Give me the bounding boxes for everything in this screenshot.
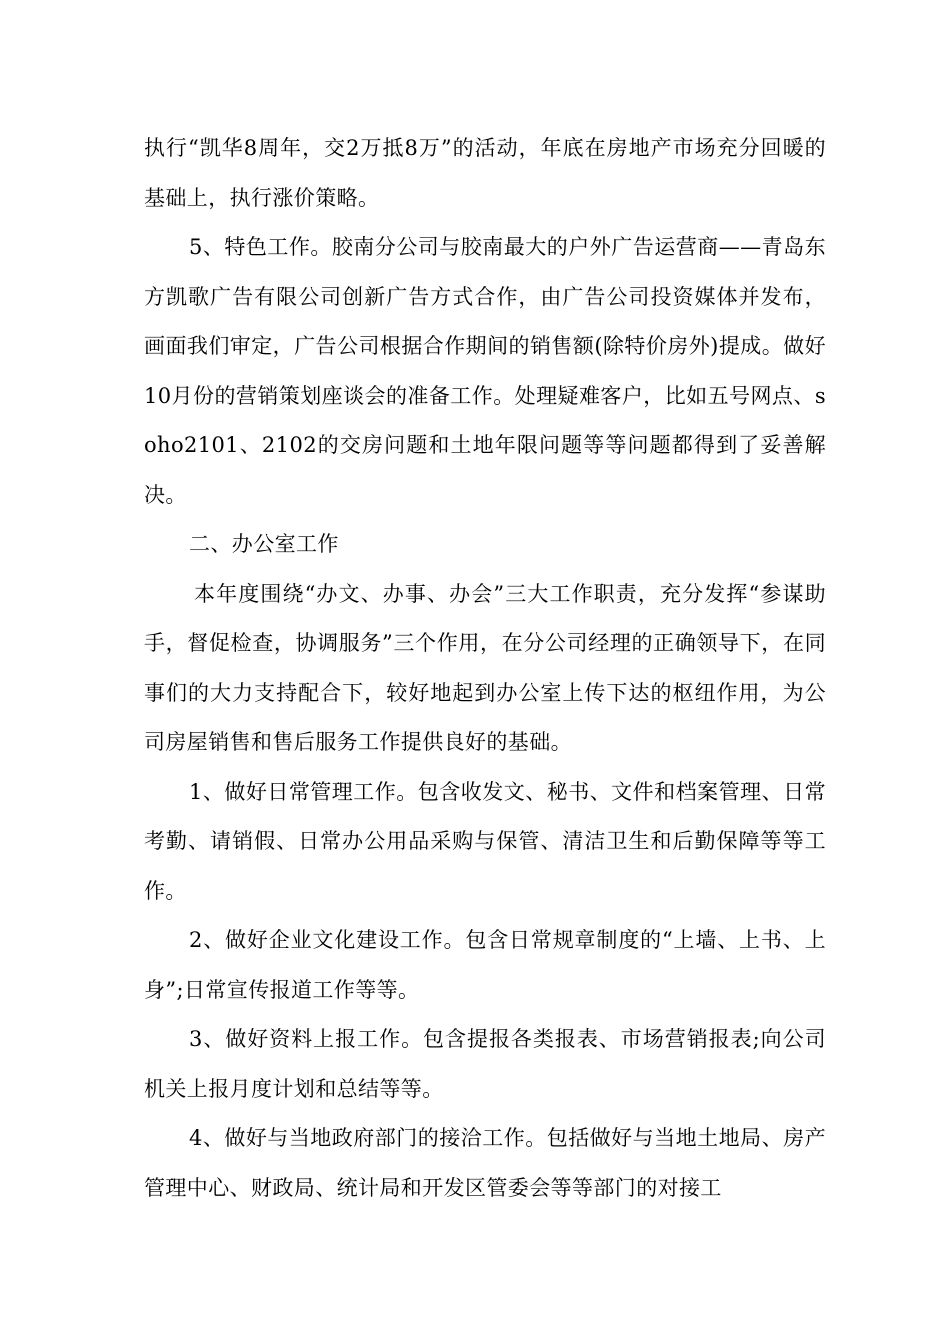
document-body [144,124,826,1213]
paragraph-office-intro: 本年度围绕“办文、办事、办会”三大工作职责，充分发挥“参谋助手，督促检查，协调服务”三个作用，在分公司经理的正确领导下，在同事们的大力支持配合下，较好地起到办公室上传下达的枢纽作用，为公司房屋销售和售后服务工作提供良好的基础。 [144,581,826,754]
paragraph-continuation: 执行“凯华8周年，交2万抵8万”的活动，年底在房地产市场充分回暖的基础上，执行涨价策略。 [144,136,826,210]
section-heading-office-work: 二、办公室工作 [189,532,339,556]
paragraph-daily-management: 1、做好日常管理工作。包含收发文、秘书、文件和档案管理、日常考勤、请销假、日常办公用品采购与保管、清洁卫生和后勤保障等等工作。 [144,779,826,903]
paragraph-government-liaison: 4、做好与当地政府部门的接洽工作。包括做好与当地土地局、房产管理中心、财政局、统计局和开发区管委会等等部门的对接工 [144,1126,826,1200]
paragraph-report-submission: 3、做好资料上报工作。包含提报各类报表、市场营销报表;向公司机关上报月度计划和总结等等。 [144,1027,826,1101]
paragraph-culture-building: 2、做好企业文化建设工作。包含日常规章制度的“上墙、上书、上身”;日常宣传报道工作等等。 [144,928,826,1002]
paragraph-special-work: 5、特色工作。胶南分公司与胶南最大的户外广告运营商——青岛东方凯歌广告有限公司创新广告方式合作，由广告公司投资媒体并发布，画面我们审定，广告公司根据合作期间的销售额(除特价房外)提成。做好10月份的营销策划座谈会的准备工作。处理疑难客户，比如五号网点、soho2101、2102的交房问题和土地年限问题等等问题都得到了妥善解决。 [144,235,826,507]
